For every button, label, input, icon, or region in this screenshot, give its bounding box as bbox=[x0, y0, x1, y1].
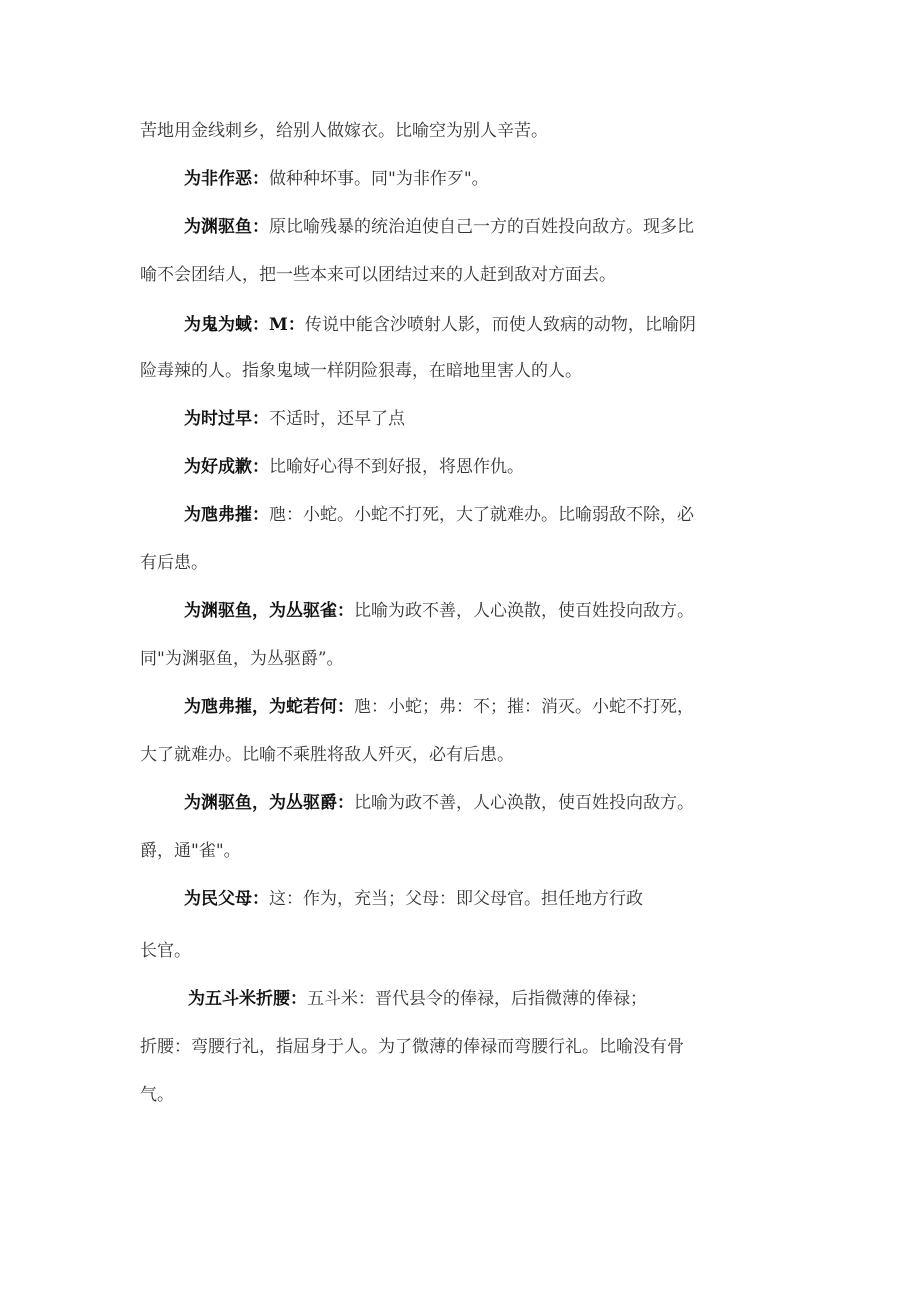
entry-line bbox=[140, 1037, 684, 1057]
entry-line bbox=[184, 505, 694, 525]
definition-text: 传说中能含沙喷射人影，而使人致病的动物，比喻阴 bbox=[304, 315, 696, 335]
definition-text: 虺：小蛇；弗：不；摧：消灭。小蛇不打死， bbox=[354, 697, 694, 717]
entry-line bbox=[140, 121, 548, 141]
entry-line bbox=[184, 217, 694, 237]
definition-text: 这：作为，充当；父母：即父母官。担任地方行政 bbox=[269, 889, 643, 909]
entry-line bbox=[184, 793, 694, 813]
idiom-term: 为渊驱鱼，为丛驱雀： bbox=[184, 601, 354, 621]
definition-text: 大了就难办。比喻不乘胜将敌人歼灭，必有后患。 bbox=[140, 745, 514, 765]
definition-text: 比喻好心得不到好报，将恩作仇。 bbox=[269, 457, 524, 477]
idiom-term: 为渊驱鱼： bbox=[184, 217, 269, 237]
entry-line bbox=[140, 841, 241, 861]
entry-line bbox=[184, 457, 524, 477]
idiom-term: 为好成歉： bbox=[184, 457, 269, 477]
definition-text: 险毒辣的人。指象鬼域一样阴险狠毒，在暗地里害人的人。 bbox=[140, 361, 582, 381]
entry-line bbox=[140, 361, 582, 381]
definition-text: 长官。 bbox=[140, 941, 191, 961]
idiom-term: 为非作恶： bbox=[184, 169, 269, 189]
definition-text: 同"为渊驱鱼，为丛驱爵”。 bbox=[140, 649, 344, 669]
entry-line bbox=[188, 989, 647, 1009]
definition-text: 做种种坏事。同"为非作歹"。 bbox=[269, 169, 489, 189]
definition-text: 不适时，还早了点 bbox=[269, 409, 405, 429]
entry-line bbox=[184, 315, 696, 335]
entry-line bbox=[140, 553, 208, 573]
definition-text: 喻不会团结人，把一些本来可以团结过来的人赶到敌对方面去。 bbox=[140, 265, 616, 285]
entry-line bbox=[140, 1085, 174, 1105]
idiom-term: 为民父母： bbox=[184, 889, 269, 909]
definition-text: 五斗米：晋代县令的俸禄，后指微薄的俸禄； bbox=[307, 989, 647, 1009]
idiom-term: 为五斗米折腰： bbox=[188, 989, 307, 1009]
entry-line bbox=[184, 601, 694, 621]
definition-text: 比喻为政不善，人心涣散，使百姓投向敌方。 bbox=[354, 601, 694, 621]
definition-text: 苦地用金线刺乡，给别人做嫁衣。比喻空为别人辛苦。 bbox=[140, 121, 548, 141]
idiom-term: 为虺弗摧： bbox=[184, 505, 269, 525]
entry-line bbox=[184, 697, 694, 717]
idiom-term: 为时过早： bbox=[184, 409, 269, 429]
definition-text: 有后患。 bbox=[140, 553, 208, 573]
idiom-term: 为虺弗摧，为蛇若何： bbox=[184, 697, 354, 717]
definition-text: 比喻为政不善，人心涣散，使百姓投向敌方。 bbox=[354, 793, 694, 813]
entry-line bbox=[140, 649, 344, 669]
entry-line bbox=[140, 265, 616, 285]
definition-text: 折腰：弯腰行礼，指屈身于人。为了微薄的俸禄而弯腰行礼。比喻没有骨 bbox=[140, 1037, 684, 1057]
entry-line bbox=[184, 409, 405, 429]
idiom-term: 为鬼为蜮：M： bbox=[184, 315, 305, 335]
entry-line bbox=[184, 889, 643, 909]
definition-text: 原比喻残暴的统治迫使自己一方的百姓投向敌方。现多比 bbox=[269, 217, 694, 237]
entry-line bbox=[140, 745, 514, 765]
definition-text: 爵，通"雀"。 bbox=[140, 841, 241, 861]
definition-text: 气。 bbox=[140, 1085, 174, 1105]
entry-line bbox=[140, 941, 191, 961]
idiom-term: 为渊驱鱼，为丛驱爵： bbox=[184, 793, 354, 813]
definition-text: 虺：小蛇。小蛇不打死，大了就难办。比喻弱敌不除，必 bbox=[269, 505, 694, 525]
entry-line bbox=[184, 169, 489, 189]
